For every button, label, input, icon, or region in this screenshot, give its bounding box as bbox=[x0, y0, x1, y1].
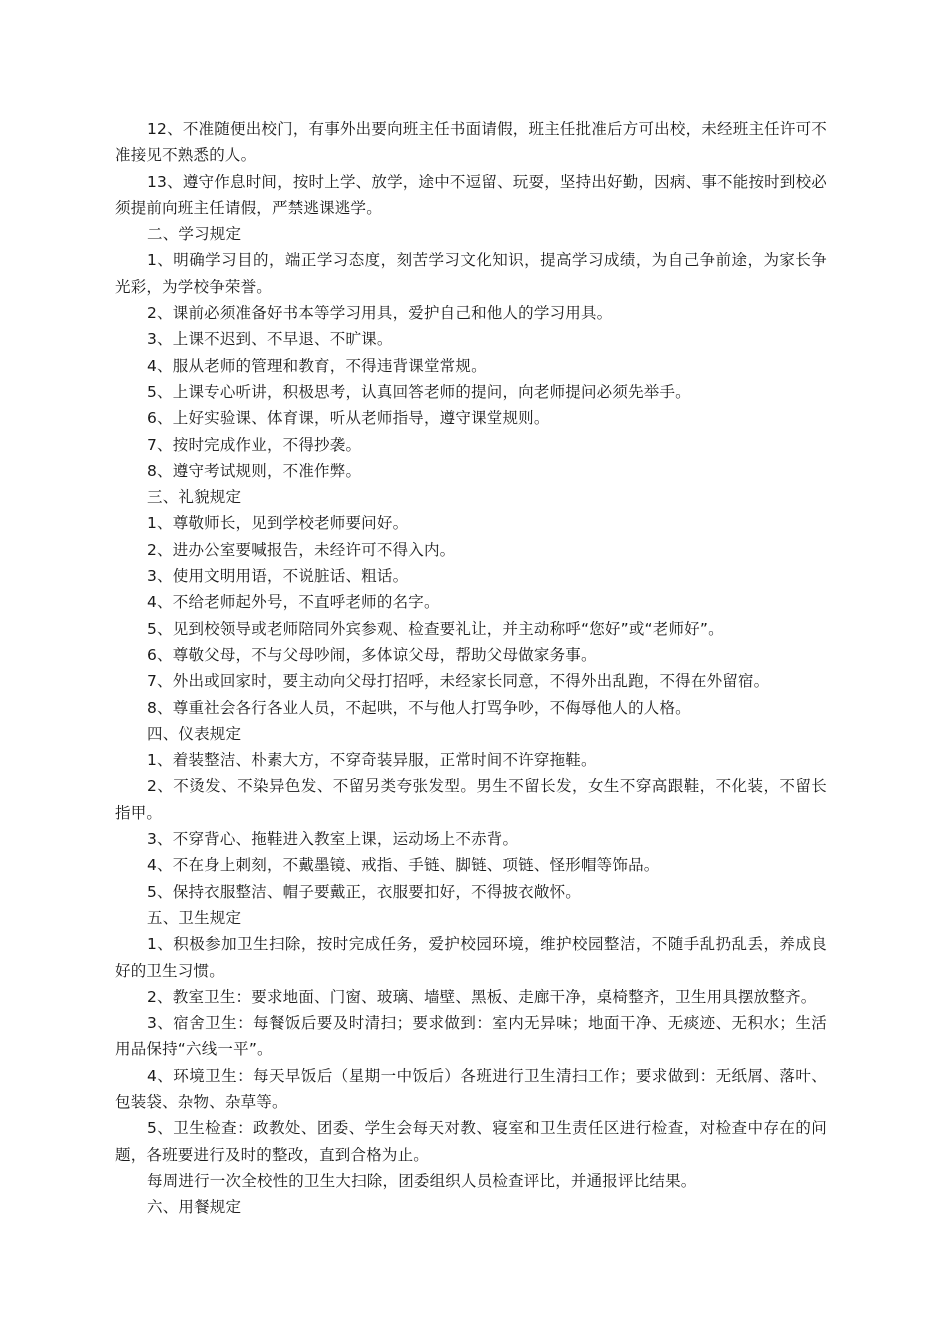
rule-paragraph: 3、宿舍卫生：每餐饭后要及时清扫；要求做到：室内无异味；地面干净、无痰迹、无积水；生活用品保持“六线一平”。 bbox=[115, 1014, 827, 1059]
section-heading: 二、学习规定 bbox=[147, 225, 242, 244]
document-body bbox=[115, 116, 827, 1220]
rule-paragraph: 3、不穿背心、拖鞋进入教室上课，运动场上不赤背。 bbox=[147, 830, 519, 849]
rule-paragraph: 3、使用文明用语，不说脏话、粗话。 bbox=[147, 567, 409, 586]
rule-paragraph: 1、明确学习目的，端正学习态度，刻苦学习文化知识，提高学习成绩，为自己争前途，为家长争光彩，为学校争荣誉。 bbox=[115, 251, 827, 296]
rule-paragraph: 2、进办公室要喊报告，未经许可不得入内。 bbox=[147, 540, 456, 559]
rule-paragraph: 4、服从老师的管理和教育，不得违背课堂常规。 bbox=[147, 356, 487, 375]
rule-paragraph: 13、遵守作息时间，按时上学、放学，途中不逗留、玩耍，坚持出好勤，因病、事不能按时到校必须提前向班主任请假，严禁逃课逃学。 bbox=[115, 172, 827, 217]
rule-paragraph: 5、见到校领导或老师陪同外宾参观、检查要礼让，并主动称呼“您好”或“老师好”。 bbox=[147, 619, 724, 638]
rule-paragraph: 每周进行一次全校性的卫生大扫除，团委组织人员检查评比，并通报评比结果。 bbox=[147, 1171, 697, 1190]
section-heading: 四、仪表规定 bbox=[147, 724, 242, 743]
rule-paragraph: 2、不烫发、不染异色发、不留另类夸张发型。男生不留长发，女生不穿高跟鞋，不化装，不留长指甲。 bbox=[115, 777, 827, 822]
section-heading: 三、礼貌规定 bbox=[147, 488, 242, 507]
rule-paragraph: 1、积极参加卫生扫除，按时完成任务，爱护校园环境，维护校园整洁，不随手乱扔乱丢，养成良好的卫生习惯。 bbox=[115, 935, 827, 980]
rule-paragraph: 1、尊敬师长，见到学校老师要问好。 bbox=[147, 514, 409, 533]
rule-paragraph: 2、教室卫生：要求地面、门窗、玻璃、墙壁、黑板、走廊干净，桌椅整齐，卫生用具摆放整齐。 bbox=[147, 987, 817, 1006]
rule-paragraph: 3、上课不迟到、不早退、不旷课。 bbox=[147, 330, 393, 349]
rule-paragraph: 2、课前必须准备好书本等学习用具，爱护自己和他人的学习用具。 bbox=[147, 304, 613, 323]
rule-paragraph: 4、不在身上刺刻，不戴墨镜、戒指、手链、脚链、项链、怪形帽等饰品。 bbox=[147, 856, 660, 875]
rule-paragraph: 12、不准随便出校门，有事外出要向班主任书面请假，班主任批准后方可出校，未经班主任许可不准接见不熟悉的人。 bbox=[115, 120, 827, 165]
rule-paragraph: 6、上好实验课、体育课，听从老师指导，遵守课堂规则。 bbox=[147, 409, 550, 428]
section-heading: 五、卫生规定 bbox=[147, 908, 242, 927]
rule-paragraph: 4、环境卫生：每天早饭后（星期一中饭后）各班进行卫生清扫工作；要求做到：无纸屑、落叶、包装袋、杂物、杂草等。 bbox=[115, 1066, 827, 1111]
rule-paragraph: 6、尊敬父母，不与父母吵闹，多体谅父母，帮助父母做家务事。 bbox=[147, 645, 597, 664]
rule-paragraph: 5、上课专心听讲，积极思考，认真回答老师的提问，向老师提问必须先举手。 bbox=[147, 382, 691, 401]
rule-paragraph: 8、尊重社会各行各业人员，不起哄，不与他人打骂争吵，不侮辱他人的人格。 bbox=[147, 698, 691, 717]
rule-paragraph: 5、保持衣服整洁、帽子要戴正，衣服要扣好，不得披衣敞怀。 bbox=[147, 882, 581, 901]
rule-paragraph: 8、遵守考试规则，不准作弊。 bbox=[147, 461, 362, 480]
rule-paragraph: 5、卫生检查：政教处、团委、学生会每天对教、寝室和卫生责任区进行检查，对检查中存在的问题，各班要进行及时的整改，直到合格为止。 bbox=[115, 1119, 827, 1164]
section-heading: 六、用餐规定 bbox=[147, 1198, 242, 1217]
rule-paragraph: 7、按时完成作业，不得抄袭。 bbox=[147, 435, 362, 454]
rule-paragraph: 7、外出或回家时，要主动向父母打招呼，未经家长同意，不得外出乱跑，不得在外留宿。 bbox=[147, 672, 770, 691]
rule-paragraph: 4、不给老师起外号，不直呼老师的名字。 bbox=[147, 593, 440, 612]
rule-paragraph: 1、着装整洁、朴素大方，不穿奇装异服，正常时间不许穿拖鞋。 bbox=[147, 751, 597, 770]
